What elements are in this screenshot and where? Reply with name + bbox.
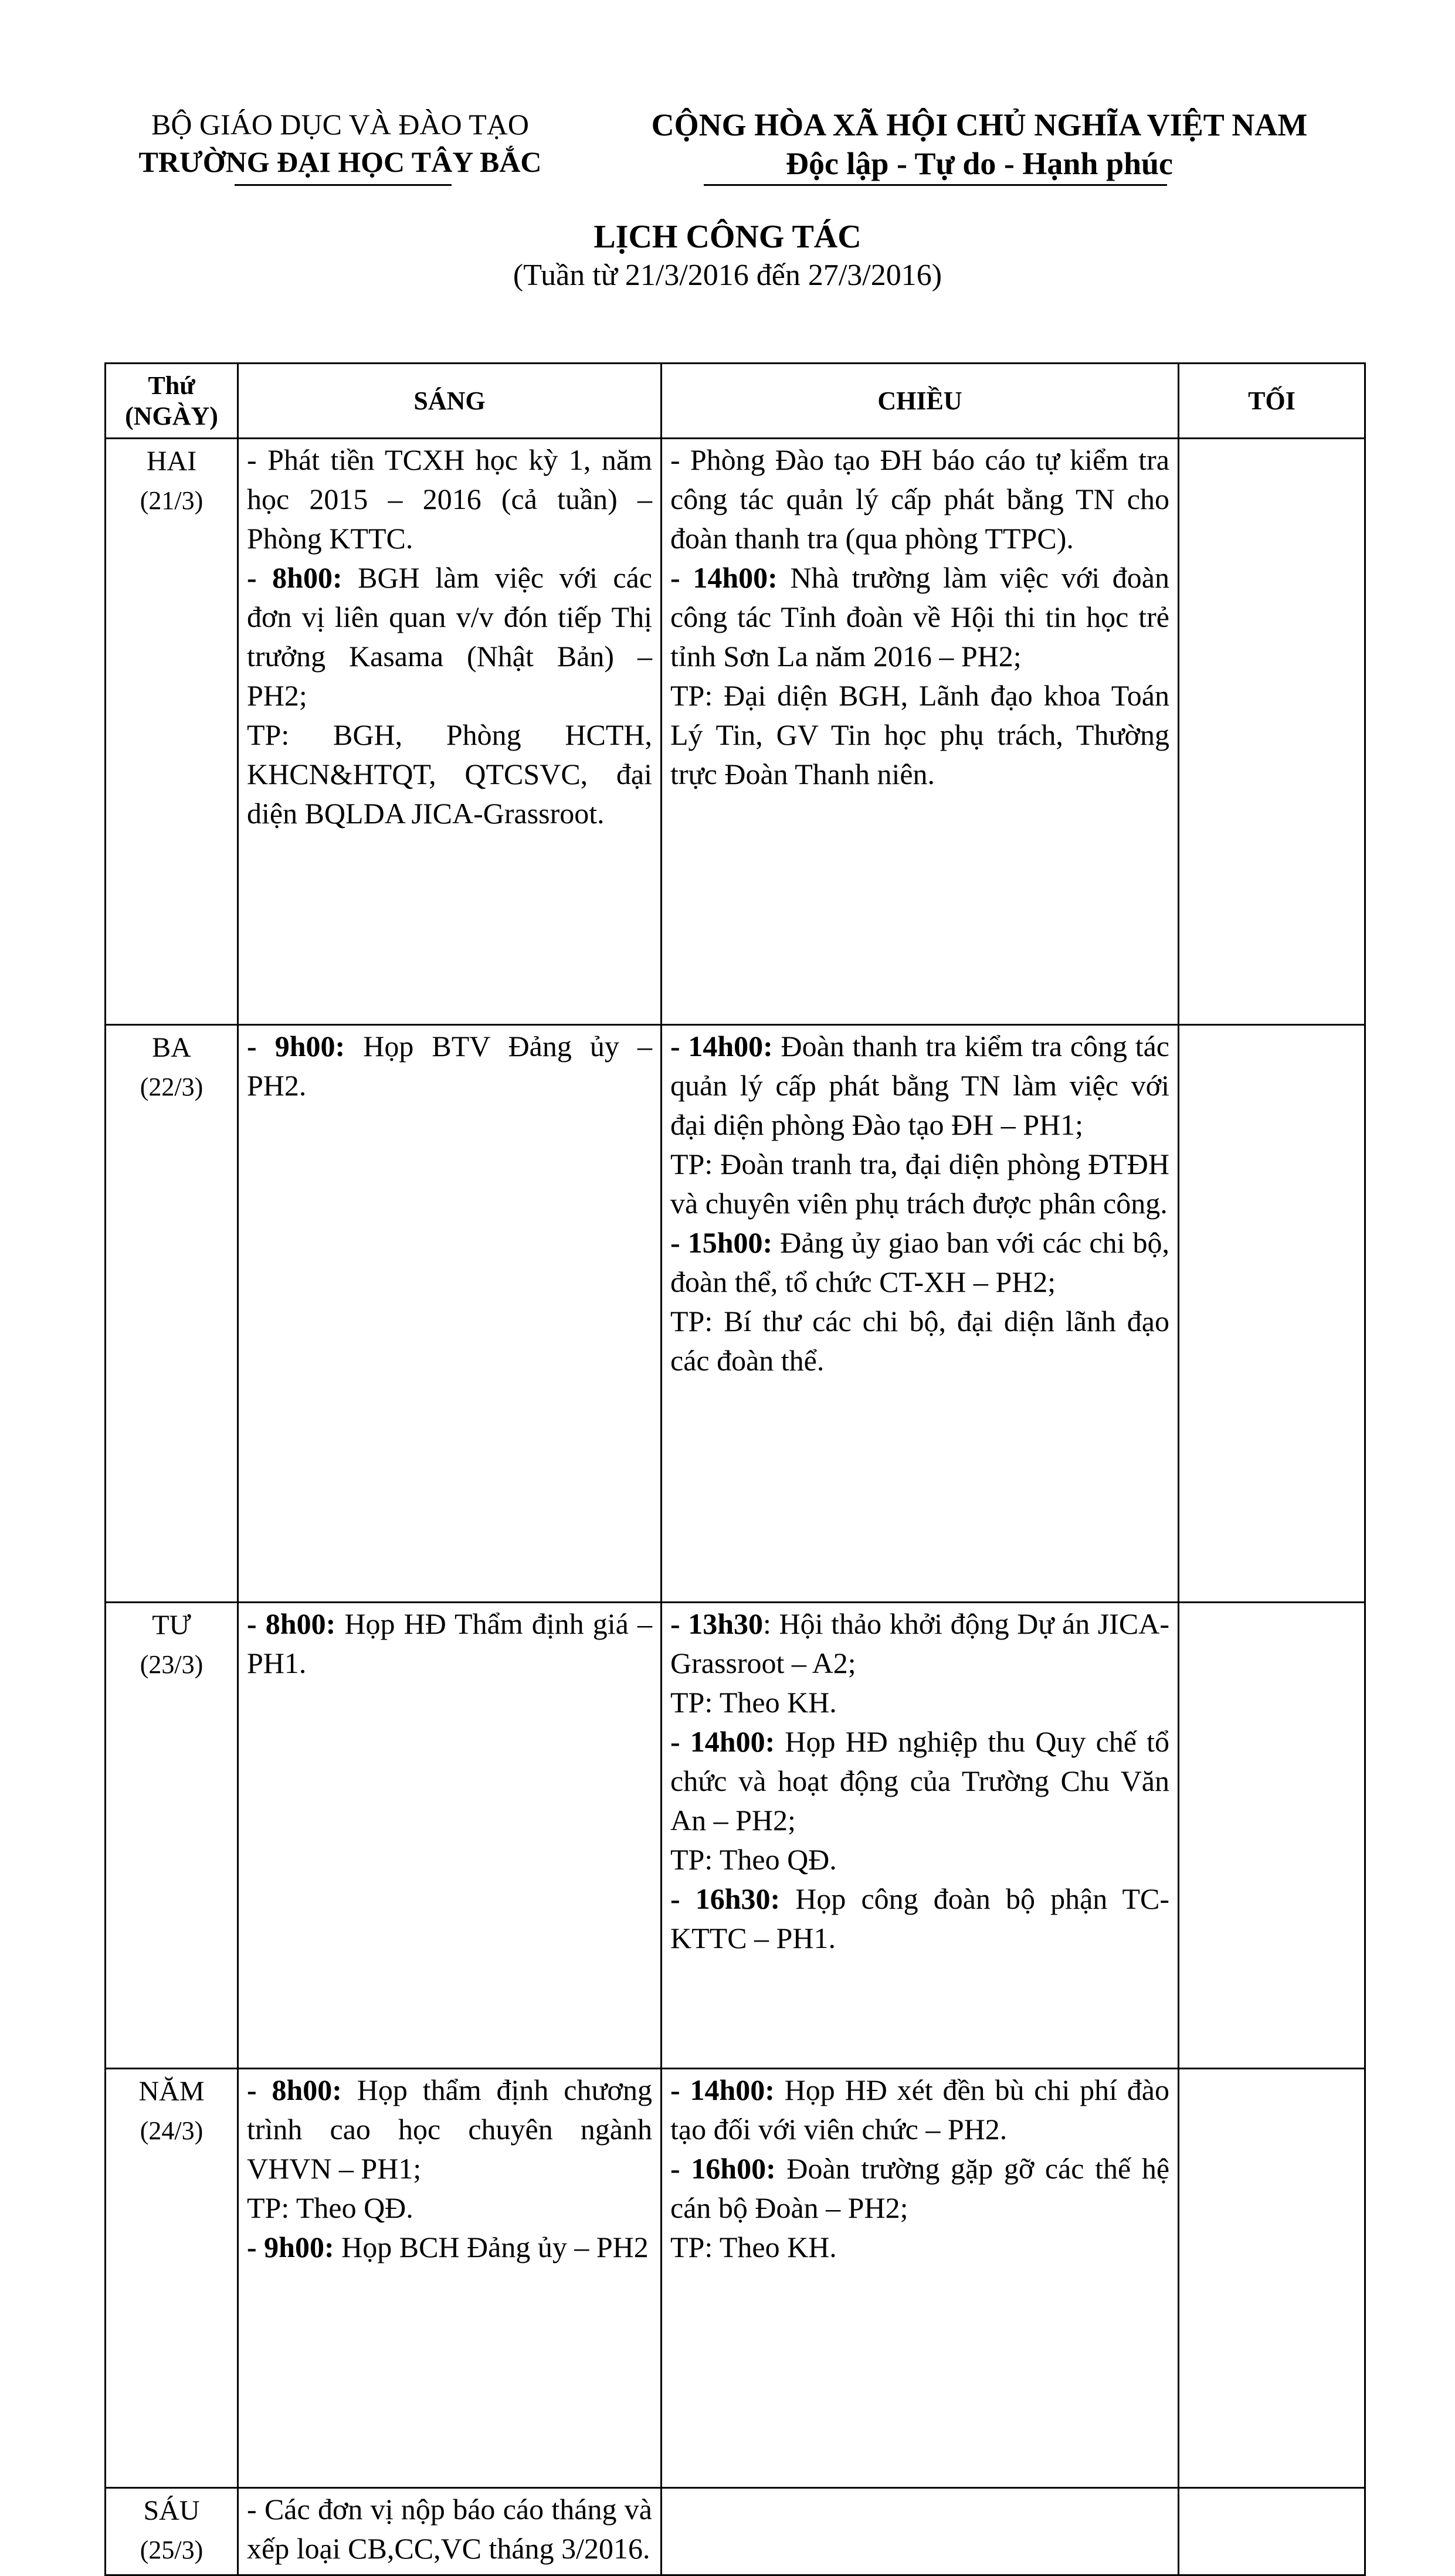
schedule-table [104,362,1366,2576]
afternoon-cell [662,439,1179,1025]
entry-text: Đoàn trường gặp gỡ các thế hệ cán bộ Đoàn – PH2; [670,2152,1170,2224]
schedule-entry [247,715,652,833]
entry-text: Đảng ủy giao ban với các chi bộ, đoàn thể, tổ chức CT-XH – PH2; [670,1226,1169,1298]
schedule-entry [670,676,1169,794]
day-date: (25/3) [140,2536,204,2564]
entry-text: - Các đơn vị nộp báo cáo tháng và xếp loại CB,CC,VC tháng 3/2016. [247,2493,652,2565]
evening-cell [1179,439,1365,1025]
schedule-entry [670,1223,1169,1302]
day-cell [106,1025,238,1603]
schedule-entry [670,1722,1169,1840]
schedule-entry [670,1302,1169,1380]
ministry-header [106,106,575,181]
day-date: (21/3) [140,486,204,515]
day-name: TƯ [152,1610,191,1641]
schedule-body [106,439,1365,2575]
day-date: (24/3) [140,2116,204,2145]
schedule-row [106,1603,1365,2069]
evening-cell [1179,2069,1365,2488]
entry-time: - 8h00: [247,561,342,594]
national-title: CỘNG HÒA XÃ HỘI CHỦ NGHĨA VIỆT NAM [651,107,1308,142]
national-header [598,106,1361,183]
entry-text: TP: BGH, Phòng HCTH, KHCN&HTQT, QTCSVC, đại diện BQLDA JICA-Grassroot. [247,718,652,830]
schedule-row [106,2069,1365,2488]
entry-text: TP: Bí thư các chi bộ, đại diện lãnh đạo các đoàn thể. [670,1305,1169,1377]
schedule-entry [670,440,1169,558]
day-name: BA [152,1032,191,1063]
schedule-entry [670,558,1169,676]
entry-text: : Hội thảo khởi động Dự án JICA-Grassroot – A2; [670,1607,1169,1679]
entry-time: - 14h00: [670,2073,775,2106]
document-title: LỊCH CÔNG TÁC [593,219,862,255]
afternoon-cell [662,1025,1179,1603]
entry-text: Họp HĐ xét đền bù chi phí đào tạo đối với viên chức – PH2. [670,2073,1169,2146]
entry-time: - 9h00: [247,1030,345,1063]
entry-time: - 9h00: [247,2231,334,2263]
national-motto: Độc lập - Tự do - Hạnh phúc [785,146,1174,181]
schedule-row [106,439,1365,1025]
entry-text: TP: Theo QĐ. [247,2191,413,2224]
schedule-entry [670,1604,1169,1683]
university-name: TRƯỜNG ĐẠI HỌC TÂY BẮC [138,145,542,178]
entry-time: - 8h00: [247,2073,342,2106]
evening-cell [1179,2488,1365,2575]
morning-cell [238,1603,662,2069]
evening-cell [1179,1603,1365,2069]
schedule-entry [247,558,652,715]
entry-text: TP: Đại diện BGH, Lãnh đạo khoa Toán Lý Tin, GV Tin học phụ trách, Thường trực Đoàn Thanh niên. [670,679,1169,790]
schedule-entry [247,1027,652,1105]
header-afternoon: CHIỀU [662,364,1179,439]
schedule-entry [670,1145,1169,1223]
entry-time: - 16h00: [670,2152,776,2185]
schedule-entry [670,2149,1169,2228]
schedule-entry [247,2490,652,2568]
document-subtitle: (Tuần từ 21/3/2016 đến 27/3/2016) [513,259,942,292]
schedule-entry [247,2071,652,2188]
entry-time: - 15h00: [670,1226,773,1259]
day-name: SÁU [143,2495,200,2526]
entry-time: - 14h00: [670,1725,775,1758]
schedule-entry [670,2071,1169,2149]
afternoon-cell [662,1603,1179,2069]
schedule-row [106,1025,1365,1603]
schedule-entry [670,1027,1169,1145]
entry-text: TP: Theo KH. [670,2231,837,2263]
day-cell [106,1603,238,2069]
header-evening: TỐI [1179,364,1365,439]
entry-text: Họp BCH Đảng ủy – PH2 [334,2231,649,2263]
entry-text: Họp HĐ nghiệp thu Quy chế tổ chức và hoạt động của Trường Chu Văn An – PH2; [670,1725,1170,1837]
day-date: (22/3) [140,1073,204,1101]
schedule-entry [247,440,652,558]
entry-time: - 13h30 [670,1607,764,1640]
morning-cell [238,1025,662,1603]
entry-text: Họp công đoàn bộ phận TC-KTTC – PH1. [670,1882,1170,1954]
afternoon-cell [662,2069,1179,2488]
morning-cell [238,2069,662,2488]
evening-cell [1179,1025,1365,1603]
schedule-entry [670,1840,1169,1879]
ministry-name: BỘ GIÁO DỤC VÀ ĐÀO TẠO [151,108,529,141]
day-cell [106,439,238,1025]
entry-text: TP: Theo KH. [670,1686,837,1719]
schedule-header-row [106,364,1365,439]
entry-text: Nhà trường làm việc với đoàn công tác Tỉnh đoàn về Hội thi tin học trẻ tỉnh Sơn La năm 2016 – PH2; [670,561,1170,673]
day-name: HAI [146,446,197,477]
day-cell [106,2069,238,2488]
entry-text: BGH làm việc với các đơn vị liên quan v/v đón tiếp Thị trưởng Kasama (Nhật Bản) – PH2; [247,561,652,712]
day-name: NĂM [138,2076,205,2107]
morning-cell [238,2488,662,2575]
entry-time: - 8h00: [247,1607,336,1640]
entry-text: - Phát tiền TCXH học kỳ 1, năm học 2015 – 2016 (cả tuần) – Phòng KTTC. [247,443,652,555]
header-morning: SÁNG [238,364,662,439]
entry-text: TP: Đoàn tranh tra, đại diện phòng ĐTĐH và chuyên viên phụ trách được phân công. [670,1148,1169,1220]
entry-time: - 16h30: [670,1882,781,1915]
entry-text: Họp BTV Đảng ủy – PH2. [247,1030,652,1102]
morning-cell [238,439,662,1025]
schedule-entry [247,2228,652,2267]
entry-text: - Phòng Đào tạo ĐH báo cáo tự kiểm tra công tác quản lý cấp phát bằng TN cho đoàn thanh tra (qua phòng TTPC). [670,443,1169,555]
entry-time: - 14h00: [670,1030,773,1063]
schedule-entry [247,1604,652,1683]
entry-text: Họp thẩm định chương trình cao học chuyên ngành VHVN – PH1; [247,2073,652,2185]
entry-text: Họp HĐ Thẩm định giá – PH1. [247,1607,652,1679]
afternoon-cell [662,2488,1179,2575]
day-cell [106,2488,238,2575]
entry-time: - 14h00: [670,561,778,594]
schedule-entry [670,1683,1169,1722]
university-underline [235,184,452,186]
entry-text: Đoàn thanh tra kiểm tra công tác quản lý cấp phát bằng TN làm việc với đại diện phòng Đào tạo ĐH – PH1; [670,1030,1169,1141]
schedule-entry [670,2228,1169,2267]
motto-underline [704,184,1167,186]
entry-text: TP: Theo QĐ. [670,1843,837,1876]
schedule-entry [670,1879,1169,1958]
schedule-entry [247,2188,652,2228]
schedule-row [106,2488,1365,2575]
day-date: (23/3) [140,1650,204,1679]
header-day: Thứ (NGÀY) [106,364,238,439]
